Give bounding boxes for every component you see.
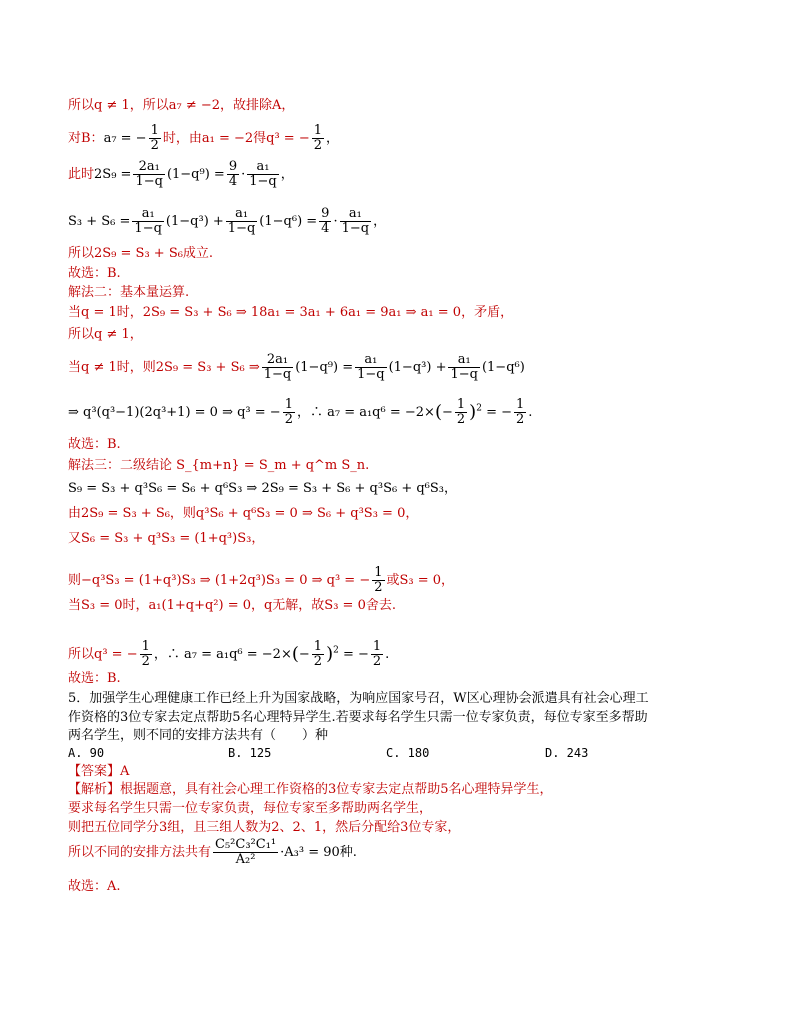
text-line: 当q = 1时，2S₉ = S₃ + S₆ ⇒ 18a₁ = 3a₁ + 6a₁ = 9a₁ ⇒ a₁ = 0，矛盾，: [68, 305, 514, 320]
text-line: 故选：B.: [68, 671, 121, 686]
analysis-text: 所以不同的安排方法共有 $\frac{\text{C₅²C₃²C₁¹}}{\text{A₂²}}$ ·A₃³ = 90种.: [68, 837, 357, 867]
text-line: 此时2S₉ = $\frac{\text{2a₁}}{1-q}$ (1−q⁹) = $\frac{9}{4}$ · $\frac{\text{a₁}}{1-q}$ ，: [68, 159, 294, 189]
analysis-text: 要求每名学生只需一位专家负责，每位专家至多帮助两名学生，: [68, 801, 433, 816]
answer-label: 【答案】A: [68, 764, 130, 779]
fraction: $\frac{\text{a₁}}{1-q}$: [249, 159, 277, 189]
analysis-text: 则把五位同学分3组，且三组人数为2、2、1，然后分配给3位专家，: [68, 820, 461, 835]
text-line: 所以q ≠ 1，: [68, 327, 143, 342]
fraction: $\frac{1}{2}$: [150, 123, 159, 153]
text-line: 当S₃ = 0时，a₁(1+q+q²) = 0，q无解，故S₃ = 0舍去.: [68, 598, 396, 613]
section-title: 解法二：基本量运算.: [68, 285, 190, 300]
fraction: $\frac{1}{2}$: [141, 639, 150, 669]
section-title: 解法三：二级结论 S_{m+n} = S_m + q^m S_n.: [68, 458, 370, 473]
text-line: ⇒ q³(q³−1)(2q³+1) = 0 ⇒ q³ = − $\frac{1}{2}$ ，∴ a₇ = a₁q⁶ = −2×(− $\frac{1}{2}$ )$^2$ = − $\frac{1}{2}$ .: [68, 397, 533, 427]
text-line: 故选：B.: [68, 266, 121, 281]
fraction: $\frac{1}{2}$: [313, 639, 323, 669]
fraction: $\frac{\text{2a₁}}{1-q}$: [135, 159, 163, 189]
fraction: $\frac{\text{a₁}}{1-q}$: [357, 352, 385, 382]
text-line: 由2S₉ = S₃ + S₆，则q³S₆ + q⁶S₃ = 0 ⇒ S₆ + q³S₃ = 0，: [68, 506, 419, 521]
text-line: 所以2S₉ = S₃ + S₆成立.: [68, 246, 214, 261]
text-line: 所以q³ = − $\frac{1}{2}$ ，∴ a₇ = a₁q⁶ = −2×(− $\frac{1}{2}$ )$^2$ = − $\frac{1}{2}$ .: [68, 639, 390, 669]
analysis-text: 故选：A.: [68, 879, 121, 894]
text-line: 则−q³S₃ = (1+q³)S₃ ⇒ (1+2q³)S₃ = 0 ⇒ q³ = − $\frac{1}{2}$ 或S₃ = 0，: [68, 565, 455, 595]
text-line: S₃ + S₆ = $\frac{\text{a₁}}{1-q}$ (1−q³) + $\frac{\text{a₁}}{1-q}$ (1−q⁶) = $\frac{9}{4}$ · $\frac{\text{a₁}}{1-q}$ ，: [68, 206, 387, 236]
fraction: $\frac{1}{2}$: [313, 123, 323, 153]
question-text: 作资格的3位专家去定点帮助5名心理特异学生.若要求每名学生只需一位专家负责，每位专家至多帮助: [68, 710, 648, 725]
fraction: $\frac{\text{a₁}}{1-q}$: [450, 352, 478, 382]
option-d: D. 243: [545, 746, 589, 760]
fraction: $\frac{\text{a₁}}{1-q}$: [341, 206, 370, 236]
fraction: $\frac{\text{2a₁}}{1-q}$: [263, 352, 292, 382]
option-b: B. 125: [228, 746, 272, 760]
question-text: 5．加强学生心理健康工作已经上升为国家战略，为响应国家号召，W区心理协会派遣具有社会心理工: [68, 691, 649, 706]
fraction: $\frac{1}{2}$: [374, 565, 383, 595]
text-line: 当q ≠ 1时，则2S₉ = S₃ + S₆ ⇒ $\frac{\text{2a₁}}{1-q}$ (1−q⁹) = $\frac{\text{a₁}}{1-q}$ (1−q³) + $\frac{\text{a₁}}{1-q}$ (1−q⁶): [68, 352, 525, 382]
text-line: S₉ = S₃ + q³S₆ = S₆ + q⁶S₃ ⇒ 2S₉ = S₃ + S₆ + q³S₆ + q⁶S₃，: [68, 481, 457, 496]
fraction: $\frac{\text{a₁}}{1-q}$: [134, 206, 162, 236]
fraction: $\frac{9}{4}$: [228, 159, 238, 189]
fraction: $\frac{1}{2}$: [456, 397, 466, 427]
option-c: C. 180: [386, 746, 430, 760]
fraction: $\frac{\text{C₅²C₃²C₁¹}}{\text{A₂²}}$: [215, 837, 277, 867]
text-line: 故选：B.: [68, 437, 121, 452]
text-line: 对B：a₇ = − $\frac{1}{2}$ 时，由a₁ = −2得q³ = − $\frac{1}{2}$ ，: [68, 123, 340, 153]
text-line: 所以q ≠ 1，所以a₇ ≠ −2，故排除A，: [68, 98, 295, 113]
fraction: $\frac{1}{2}$: [284, 397, 293, 427]
fraction: $\frac{9}{4}$: [321, 206, 330, 236]
fraction: $\frac{1}{2}$: [372, 639, 382, 669]
option-a: A. 90: [68, 746, 105, 760]
fraction: $\frac{\text{a₁}}{1-q}$: [227, 206, 256, 236]
fraction: $\frac{1}{2}$: [515, 397, 525, 427]
question-text: 两名学生，则不同的安排方法共有（ ）种: [68, 728, 329, 743]
text-line: 又S₆ = S₃ + q³S₃ = (1+q³)S₃，: [68, 531, 265, 546]
analysis-text: 【解析】根据题意，具有社会心理工作资格的3位专家去定点帮助5名心理特异学生，: [68, 782, 553, 797]
